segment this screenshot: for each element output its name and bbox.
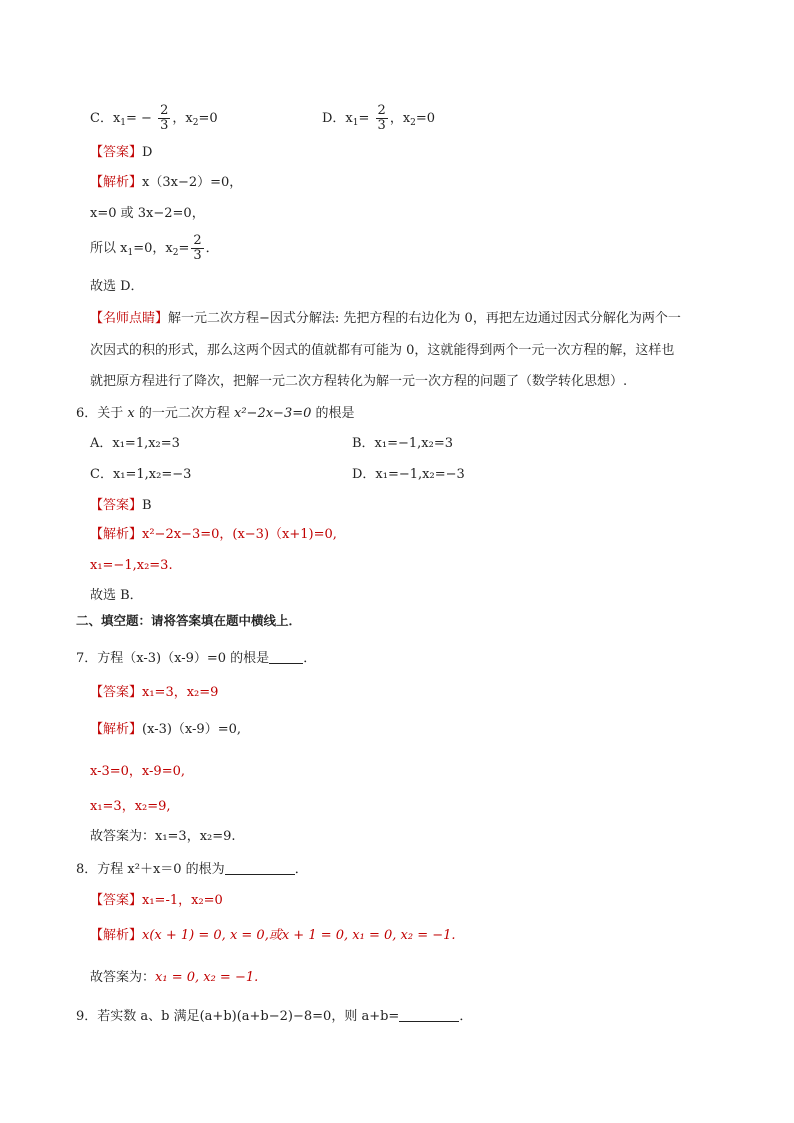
q7-analysis-line1: 【解析】(x-3)（x-9）=0, bbox=[90, 722, 241, 737]
q8-final: 故答案为：x₁ = 0, x₂ = −1. bbox=[90, 970, 259, 985]
q7-answer: 【答案】x₁=3，x₂=9 bbox=[90, 685, 219, 700]
q6-choose: 故选 B． bbox=[90, 588, 143, 603]
q5-analysis-line1: 【解析】x（3x−2）=0， bbox=[90, 175, 243, 190]
q9-stem: 9．若实数 a、b 满足(a+b)(a+b−2)−8=0，则 a+b= ． bbox=[76, 1009, 473, 1024]
q5-tip-line3: 就把原方程进行了降次，把解一元二次方程转化为解一元一次方程的问题了（数学转化思想）. bbox=[90, 374, 628, 389]
q8-stem: 8．方程 x²＋x＝0 的根为 ． bbox=[76, 862, 308, 877]
q5-tip-line2: 次因式的积的形式，那么这两个因式的值就都有可能为 0，这就能得到两个一元一次方程的解，这样也 bbox=[90, 343, 675, 358]
q6-option-c: C．x₁=1,x₂=−3 bbox=[90, 467, 192, 482]
q6-option-d: D．x₁=−1,x₂=−3 bbox=[352, 467, 465, 482]
q5-choose: 故选 D． bbox=[90, 279, 144, 294]
q7-analysis-line2: x-3=0，x-9=0, bbox=[90, 764, 185, 779]
q6-answer: 【答案】B bbox=[90, 498, 152, 513]
q6-option-b: B．x₁=−1,x₂=3 bbox=[352, 436, 453, 451]
q5-answer: 【答案】D bbox=[90, 145, 153, 160]
q6-analysis-line1: 【解析】x²−2x−3=0，(x−3)（x+1)=0, bbox=[90, 527, 337, 542]
q7-stem: 7．方程（x-3)（x-9）=0 的根是 ． bbox=[76, 651, 317, 666]
q9-answer-blank bbox=[399, 1007, 459, 1022]
q5-option-c-fraction: $\frac{2}{3}$ bbox=[160, 103, 169, 133]
q8-analysis: 【解析】x(x + 1) = 0, x = 0,或x + 1 = 0, x₁ = 0, x₂ = −1. bbox=[90, 928, 456, 943]
q5-option-d-fraction: $\frac{2}{3}$ bbox=[377, 103, 386, 133]
q5-tip-line1: 【名师点睛】解一元二次方程−因式分解法: 先把方程的右边化为 0，再把左边通过因式分解化为两个一 bbox=[90, 311, 681, 326]
q5-analysis-fraction: $\frac{2}{3}$ bbox=[193, 233, 202, 263]
q5-option-d: D．$x_1=$ $\frac{2}{3}$ ，$x_2=0$ bbox=[322, 103, 436, 133]
q8-answer: 【答案】x₁=-1，x₂=0 bbox=[90, 893, 223, 908]
q7-analysis-line3: x₁=3，x₂=9, bbox=[90, 799, 171, 814]
q5-analysis-line3: 所以 $x_1=0$，$x_2=$ $\frac{2}{3}$ ． bbox=[90, 233, 219, 263]
q6-analysis-line2: x₁=−1,x₂=3. bbox=[90, 558, 173, 573]
q8-answer-blank bbox=[225, 860, 295, 875]
q7-answer-blank bbox=[269, 649, 303, 664]
section-2-title: 二、填空题：请将答案填在题中横线上． bbox=[76, 613, 302, 628]
q6-option-a: A．x₁=1,x₂=3 bbox=[90, 436, 180, 451]
q5-analysis-line2: x=0 或 3x−2=0， bbox=[90, 206, 205, 221]
q7-final: 故答案为：x₁=3，x₂=9. bbox=[90, 829, 236, 844]
q6-stem: 6．关于 x 的一元二次方程 x²−2x−3=0 的根是 bbox=[76, 406, 355, 421]
q5-option-c: C．$x_1=$ − $\frac{2}{3}$ ，$x_2=0$ bbox=[90, 103, 218, 133]
